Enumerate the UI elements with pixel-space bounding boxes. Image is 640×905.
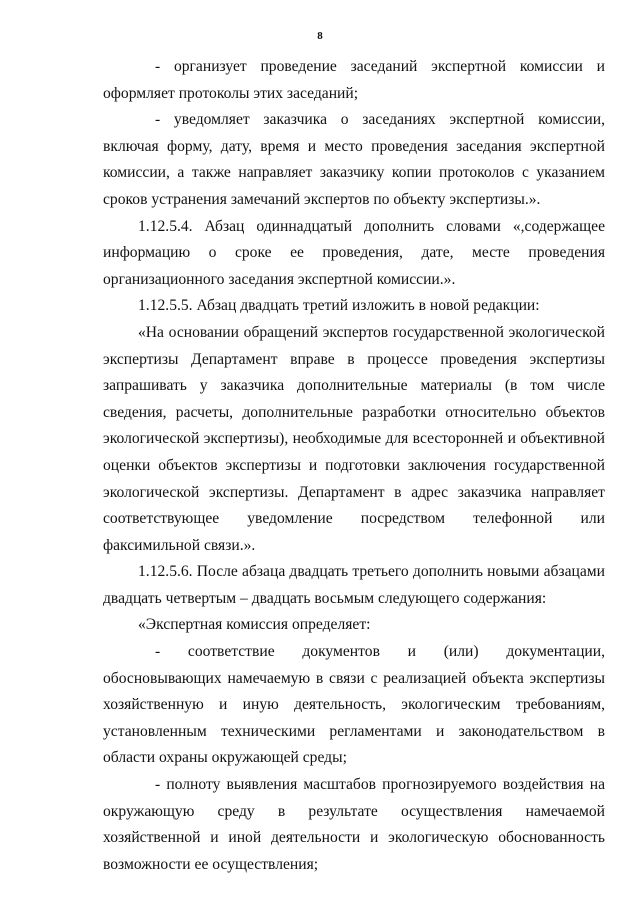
paragraph-new-wording: «На основании обращений экспертов государственной экологической экспертизы Департамент вправе в процессе проведения экспертизы запрашивать у заказчика дополнительные материалы (в том числе сведения, расчеты, дополнительные разработки относительно объектов экологической экспертизы), необходимые для всесторонней и объективной оценки объектов экспертизы и подготовки заключения государственной экологической экспертизы. Департамент в адрес заказчика направляет соответствующее уведомление посредством телефонной или факсимильной связи.». (103, 323, 605, 554)
paragraph-1-12-5-4: 1.12.5.4. Абзац одиннадцатый дополнить словами «,содержащее информацию о сроке ее проведения, дате, месте проведения организационного заседания экспертной комиссии.». (103, 217, 605, 288)
document-body (103, 54, 605, 878)
paragraph-commission-determines: «Экспертная комиссия определяет: (138, 616, 371, 634)
paragraph-1-12-5-5: 1.12.5.5. Абзац двадцать третий изложить в новой редакции: (138, 297, 540, 315)
page-number: 8 (317, 30, 323, 42)
paragraph-notifies-customer: - уведомляет заказчика о заседаниях экспертной комиссии, включая форму, дату, время и место проведения заседания экспертной комиссии, а также направляет заказчику копии протоколов с указанием сроков устранения замечаний экспертов по объекту экспертизы.». (103, 111, 605, 208)
paragraph-organizes-meetings: - организует проведение заседаний экспертной комиссии и оформляет протоколы этих заседаний; (103, 58, 605, 102)
paragraph-compliance: - соответствие документов и (или) документации, обосновывающих намечаемую в связи с реализацией объекта экспертизы хозяйственную и иную деятельность, экологическим требованиям, установленным техническими регламентами и законодательством в области охраны окружающей среды; (103, 643, 605, 767)
paragraph-1-12-5-6: 1.12.5.6. После абзаца двадцать третьего дополнить новыми абзацами двадцать четвертым – двадцать восьмым следующего содержания: (103, 563, 605, 607)
paragraph-completeness: - полноту выявления масштабов прогнозируемого воздействия на окружающую среду в результате осуществления намечаемой хозяйственной и иной деятельности и экологическую обоснованность возможности ее осуществления; (103, 776, 605, 873)
